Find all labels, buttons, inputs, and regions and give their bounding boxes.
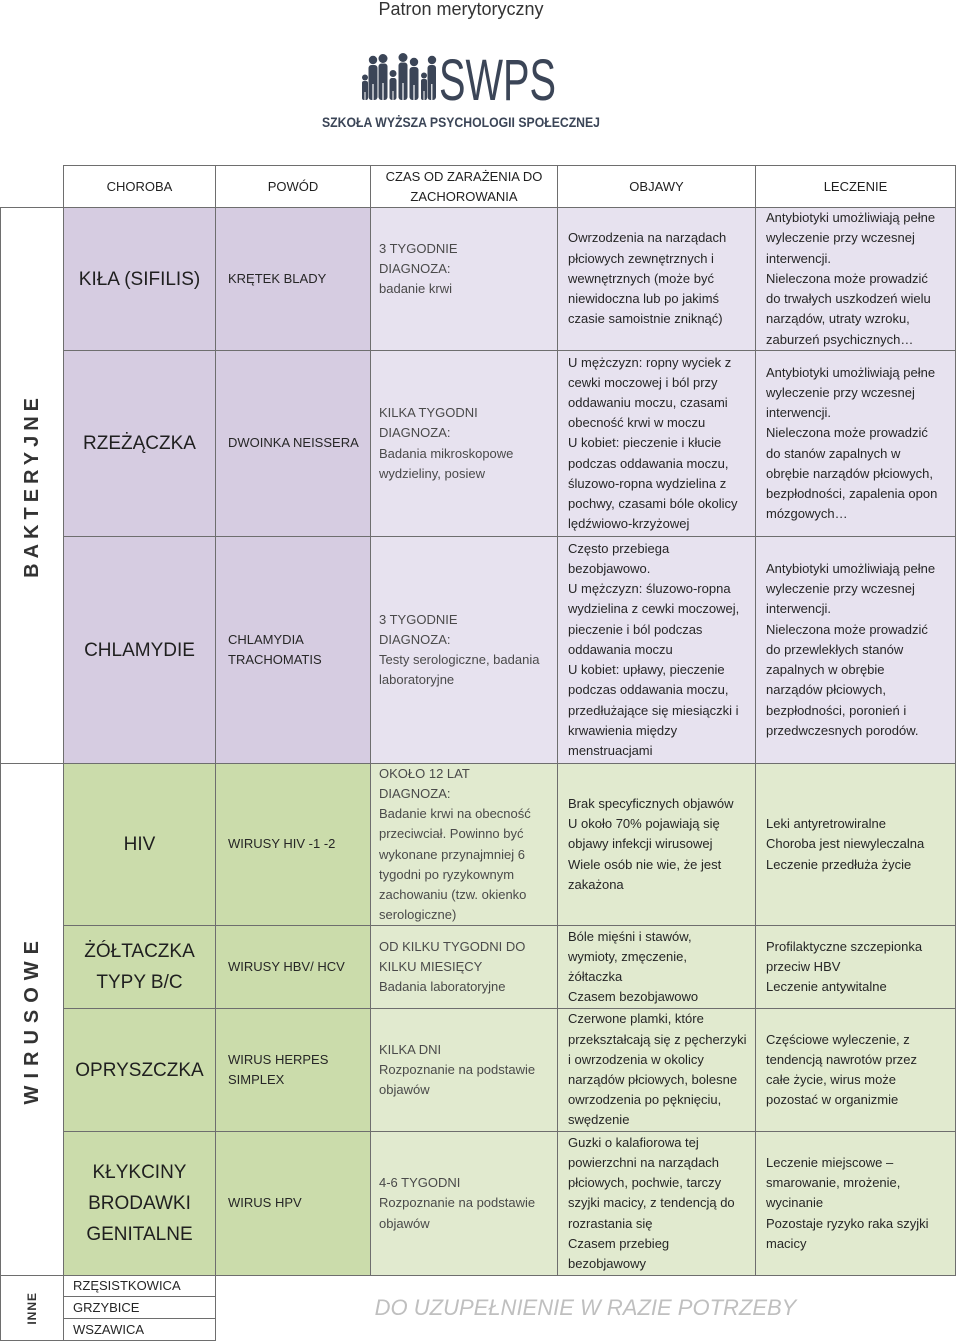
column-header-incubation: CZAS OD ZARAŻENIA DO ZACHOROWANIA <box>370 165 558 208</box>
hepatitis-incubation: OD KILKU TYGODNI DO KILKU MIESIĘCY Badania laboratoryjne <box>370 925 558 1009</box>
chlamydia-incubation: 3 TYGODNIE DIAGNOZA: Testy serologiczne, badania laboratoryjne <box>370 536 558 764</box>
chlamydia-cause: CHLAMYDIA TRACHOMATIS <box>215 536 371 764</box>
gonorrhea-cause: DWOINKA NEISSERA <box>215 350 371 537</box>
herpes-cause: WIRUS HERPES SIMPLEX <box>215 1008 371 1132</box>
hepatitis-treatment: Profilaktyczne szczepionka przeciw HBV Leczenie antywitalne <box>755 925 956 1009</box>
genital-warts-treatment: Leczenie miejscowe – smarowanie, mrożenie, wycinanie Pozostaje ryzyko raka szyjki macicy <box>755 1131 956 1276</box>
gonorrhea-treatment: Antybiotyki umożliwiają pełne wyleczenie przy wczesnej interwencji. Nieleczona może prowadzić do stanów zapalnych w obrębie narządów płciowych, bezpłodności, zapalenia opon mózgowych… <box>755 350 956 537</box>
genital-warts-incubation: 4-6 TYGODNI Rozpoznanie na podstawie objawów <box>370 1131 558 1276</box>
category-bacterial <box>0 207 64 764</box>
hiv-symptoms: Brak specyficznych objawów U około 70% pojawiają się objawy infekcji wirusowej Wiele osób nie wie, że jest zakażona <box>557 763 756 926</box>
gonorrhea-incubation: KILKA TYGODNI DIAGNOZA: Badania mikroskopowe wydzieliny, posiew <box>370 350 558 537</box>
patron-caption: Patron merytoryczny <box>378 0 544 19</box>
column-header-symptoms: OBJAWY <box>557 165 756 208</box>
hepatitis-cause: WIRUSY HBV/ HCV <box>215 925 371 1009</box>
column-header-treatment: LECZENIE <box>755 165 956 208</box>
category-label-other: INNE <box>25 1291 39 1325</box>
hepatitis-symptoms: Bóle mięśni i stawów, wymioty, zmęczenie, żółtaczka Czasem bezobjawowo <box>557 925 756 1009</box>
category-label-bacterial: BAKTERYJNE <box>20 393 43 578</box>
column-header-cause: POWÓD <box>215 165 371 208</box>
other-disease-lice: WSZAWICA <box>63 1318 216 1341</box>
herpes-incubation: KILKA DNI Rozpoznanie na podstawie objawów <box>370 1008 558 1132</box>
herpes-treatment: Częściowe wyleczenie, z tendencją nawrotów przez całe życie, wirus może pozostać w organizmie <box>755 1008 956 1132</box>
hiv-disease: HIV <box>63 763 216 926</box>
people-silhouettes-icon <box>362 53 436 100</box>
syphilis-cause: KRĘTEK BLADY <box>215 207 371 351</box>
logo-wordmark: SWPS <box>439 48 556 113</box>
gonorrhea-symptoms: U mężczyzn: ropny wyciek z cewki moczowej i ból przy oddawaniu moczu, czasami obecność krwi w moczu U kobiet: pieczenie i kłucie podczas oddawania moczu, śluzowo-ropna wydzielina z pochwy, czasami bóle okolicy lędźwiowo-krzyżowej <box>557 350 756 537</box>
chlamydia-disease: CHLAMYDIE <box>63 536 216 764</box>
chlamydia-symptoms: Często przebiega bezobjawowo. U mężczyzn: śluzowo-ropna wydzielina z cewki moczowej, pieczenie i ból podczas oddawania moczu U kobiet: upławy, pieczenie podczas oddawania moczu, przedłużające się miesiączki i krwawienia między menstruacjami <box>557 536 756 764</box>
other-disease-trichomoniasis: RZĘSISTKOWICA <box>63 1275 216 1297</box>
category-label-viral: WIRUSOWE <box>20 934 43 1105</box>
column-header-disease: CHOROBA <box>63 165 216 208</box>
chlamydia-treatment: Antybiotyki umożliwiają pełne wyleczenie przy wczesnej interwencji. Nieleczona może prowadzić do przewlekłych stanów zapalnych w obrębie narządów płciowych, bezpłodności, poronień i przedwczesnych porodów. <box>755 536 956 764</box>
hiv-treatment: Leki antyretrowiralne Choroba jest niewyleczalna Leczenie przedłuża życie <box>755 763 956 926</box>
other-disease-mycosis: GRZYBICE <box>63 1296 216 1319</box>
syphilis-treatment: Antybiotyki umożliwiają pełne wyleczenie przy wczesnej interwencji. Nieleczona może prowadzić do trwałych uszkodzeń wielu narządów, utraty wzroku, zaburzeń psychicznych… <box>755 207 956 351</box>
hiv-incubation: OKOŁO 12 LAT DIAGNOZA: Badanie krwi na obecność przeciwciał. Powinno być wykonane przynajmniej 6 tygodni po ryzykownym zachowaniu (tzw. okienko serologiczne) <box>370 763 558 926</box>
gonorrhea-disease: RZEŻĄCZKA <box>63 350 216 537</box>
fill-in-placeholder-note: DO UZUPEŁNIENIE W RAZIE POTRZEBY <box>374 1295 797 1320</box>
syphilis-incubation: 3 TYGODNIE DIAGNOZA: badanie krwi <box>370 207 558 351</box>
category-other <box>0 1275 64 1341</box>
genital-warts-disease: KŁYKCINY BRODAWKI GENITALNE <box>63 1131 216 1276</box>
syphilis-disease: KIŁA (SIFILIS) <box>63 207 216 351</box>
herpes-disease: OPRYSZCZKA <box>63 1008 216 1132</box>
syphilis-symptoms: Owrzodzenia na narządach płciowych zewnętrznych i wewnętrznych (może być niewidoczna lub po jakimś czasie samoistnie zniknąć) <box>557 207 756 351</box>
category-viral <box>0 763 64 1276</box>
genital-warts-cause: WIRUS HPV <box>215 1131 371 1276</box>
logo-tagline: SZKOŁA WYŻSZA PSYCHOLOGII SPOŁECZNEJ <box>322 114 600 130</box>
swps-logo <box>318 50 608 134</box>
herpes-symptoms: Czerwone plamki, które przekształcają się z pęcherzyki i owrzodzenia w okolicy narządów płciowych, bolesne owrzodzenia po pęknięciu, swędzenie <box>557 1008 756 1132</box>
genital-warts-symptoms: Guzki o kalafiorowa tej powierzchni na narządach płciowych, pochwie, tarczy szyjki macicy, z tendencją do rozrastania się Czasem przebieg bezobjawowy <box>557 1131 756 1276</box>
hepatitis-disease: ŻÓŁTACZKA TYPY B/C <box>63 925 216 1009</box>
hiv-cause: WIRUSY HIV -1 -2 <box>215 763 371 926</box>
